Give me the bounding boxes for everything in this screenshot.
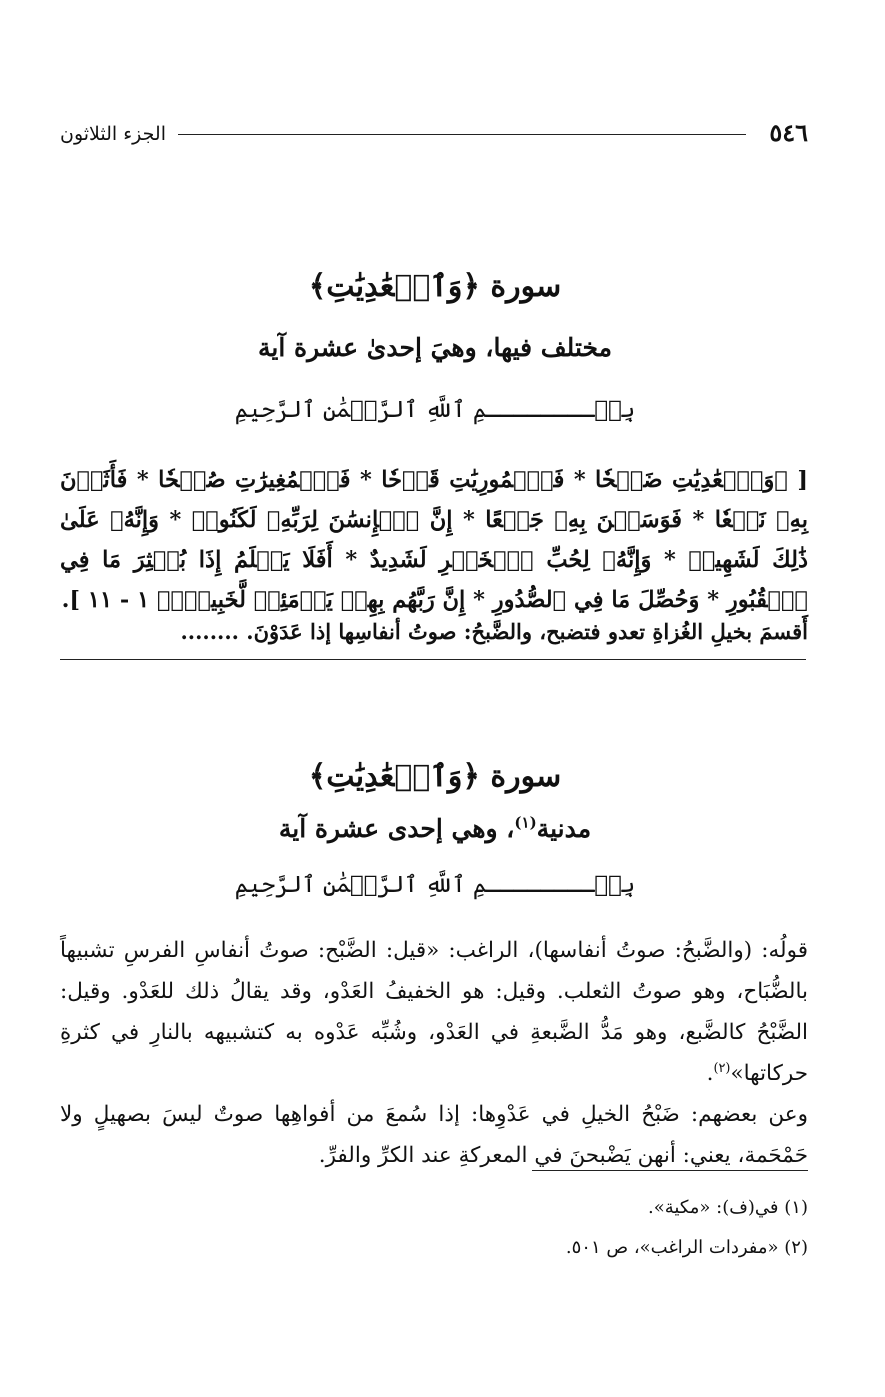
commentary-paragraph-1 xyxy=(60,930,808,1094)
commentary-body xyxy=(60,930,808,1176)
page-number: ٥٤٦ xyxy=(769,118,808,147)
paragraph-1-end: . xyxy=(706,1061,714,1086)
running-header xyxy=(60,118,808,152)
subtitle-rest: ، وهي إحدى عشرة آية xyxy=(278,814,515,843)
header-rule xyxy=(178,134,746,135)
verses-text: [ ﴿وَٱلۡعَٰدِيَٰتِ ضَبۡحٗا * فَٱلۡمُورِيَٰتِ قَدۡحٗا * فَٱلۡمُغِيرَٰتِ صُبۡحٗا * فَأَثَرۡنَ بِهِۦ نَقۡعٗا * فَوَسَطۡنَ بِهِۦ جَمۡعًا * إِنَّ ٱلۡإِنسَٰنَ لِرَبِّهِۦ لَكَنُودٞ * وَإِنَّهُۥ عَلَىٰ ذَٰلِكَ لَشَهِيدٞ * وَإِنَّهُۥ لِحُبِّ ٱلۡخَيۡرِ لَشَدِيدٌ * أَفَلَا يَعۡلَمُ إِذَا بُعۡثِرَ مَا فِي ٱلۡقُبُورِ * وَحُصِّلَ مَا فِي ٱلصُّدُورِ * إِنَّ رَبَّهُم بِهِمۡ يَوۡمَئِذٖ لَّخَبِيرُۢ﴾ ١ - ١١ ]. xyxy=(60,467,808,613)
commentary-paragraph-2: وعن بعضهم: ضَبْحُ الخيلِ في عَدْوِها: إذا سُمعَ من أفواهِها صوتٌ ليسَ بصهيلٍ ولا حَمْحَمة، يعني: أنهن يَضْبحنَ في المعركةِ عند الكرِّ والفرِّ. xyxy=(60,1102,808,1168)
basmala-1: بِسۡــــــــمِ ٱللَّهِ ٱلرَّحۡمَٰنِ ٱلرَّحِيمِ xyxy=(234,397,636,423)
surah-title-1: سورة ﴿وَٱلۡعَٰدِيَٰتِ﴾ xyxy=(308,269,562,304)
paragraph-1-text: قولُه: (والضَّبحُ: صوتُ أنفاسها)، الراغب: «قيل: الضَّبْح: صوتُ أنفاسِ الفرسِ تشبيهاً بالضُّبَاح، وهو صوتُ الثعلب. وقيل: هو الخفيفُ العَدْو، وقد يقالُ ذلك للعَدْو. وقيل: الضَّبْحُ كالضَّبع، وهو مَدُّ الضَّبعةِ في العَدْو، وشُبِّه عَدْوه به كتشبيهه بالنارِ في كثرةِ حركاتها» xyxy=(60,938,808,1086)
footnote-ref-1: (١) xyxy=(514,813,537,832)
footnote-ref-2: (٢) xyxy=(713,1060,731,1076)
surah-title-2: سورة ﴿وَٱلۡعَٰدِيَٰتِ﴾ xyxy=(308,759,562,794)
basmala-2: بِسۡــــــــمِ ٱللَّهِ ٱلرَّحۡمَٰنِ ٱلرَّحِيمِ xyxy=(234,872,636,898)
section-divider xyxy=(60,659,806,660)
surah-subtitle-1: مختلف فيها، وهيَ إحدىٰ عشرة آية xyxy=(257,333,613,362)
footnote-rule xyxy=(532,1170,808,1171)
quran-verses xyxy=(60,460,808,620)
subtitle-main: مدنية xyxy=(536,814,592,843)
running-title: الجزء الثلاثون xyxy=(60,123,166,145)
footnote-1: (١) في(ف): «مكية». xyxy=(648,1197,808,1218)
surah-subtitle-2 xyxy=(60,811,810,847)
verse-explanation: أَقسمَ بخيلِ الغُزاةِ تعدو فتضبح، والضَّبحُ: صوتُ أنفاسِها إذا عَدَوْنَ. ........ xyxy=(180,619,808,644)
footnote-2: (٢) «مفردات الراغب»، ص ٥٠١. xyxy=(565,1237,808,1258)
